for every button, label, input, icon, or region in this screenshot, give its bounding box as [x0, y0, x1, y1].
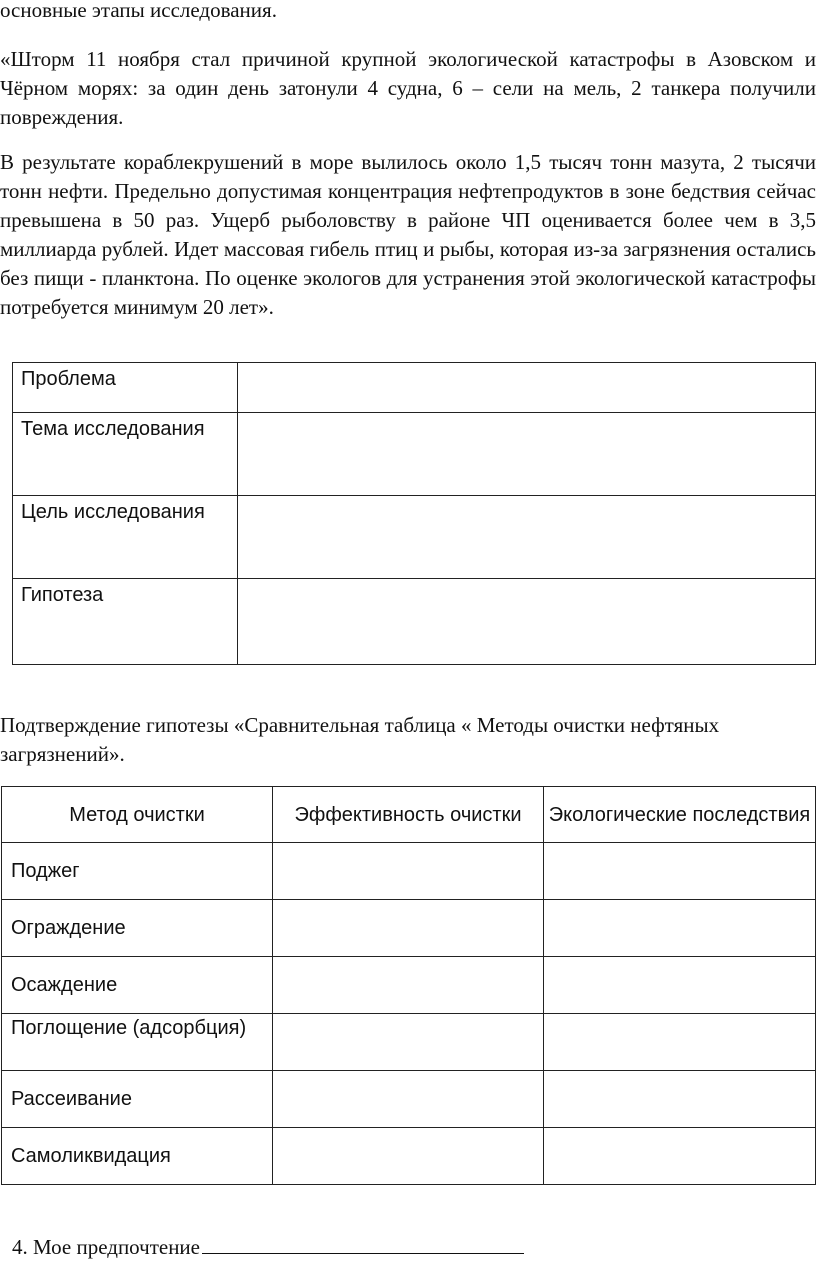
header-efficiency: Эффективность очистки — [273, 787, 544, 843]
table-row — [2, 957, 816, 1014]
table-row — [2, 1014, 816, 1071]
confirmation-caption: Подтверждение гипотезы «Сравнительная таблица « Методы очистки нефтяных загрязнений». — [0, 713, 720, 766]
efficiency-cell[interactable] — [273, 1128, 544, 1185]
method-name: Самоликвидация — [2, 1128, 273, 1185]
method-name: Рассеивание — [2, 1071, 273, 1128]
research-row-goal — [13, 496, 816, 579]
research-row-hypothesis — [13, 579, 816, 665]
consequences-cell[interactable] — [544, 900, 816, 957]
research-table — [12, 362, 816, 665]
research-answer-hypothesis[interactable] — [238, 579, 816, 665]
story-paragraph-2: В результате кораблекрушений в море вылилось около 1,5 тысяч тонн мазута, 2 тысячи тонн нефти. Предельно допустимая концентрация нефтепродуктов в зоне бедствия сейчас превышена в 50 раз. Ущерб рыболовству в районе ЧП оценивается более чем в 3,5 миллиарда рублей. Идет массовая гибель птиц и рыбы, которая из-за загрязнения остались без пищи - планктона. По оценке экологов для устранения этой экологической катастрофы потребуется минимум 20 лет». — [0, 150, 816, 319]
preference-line — [12, 1233, 712, 1262]
consequences-cell[interactable] — [544, 1071, 816, 1128]
research-label-hypothesis: Гипотеза — [13, 579, 238, 665]
preference-answer-line[interactable] — [202, 1235, 524, 1254]
header-consequences: Экологические последствия — [544, 787, 816, 843]
research-answer-problem[interactable] — [238, 363, 816, 413]
efficiency-cell[interactable] — [273, 900, 544, 957]
method-name: Ограждение — [2, 900, 273, 957]
consequences-cell[interactable] — [544, 957, 816, 1014]
consequences-cell[interactable] — [544, 1014, 816, 1071]
consequences-cell[interactable] — [544, 843, 816, 900]
research-answer-goal[interactable] — [238, 496, 816, 579]
header-method: Метод очистки — [2, 787, 273, 843]
table-row — [2, 843, 816, 900]
methods-header-row — [2, 787, 816, 843]
efficiency-cell[interactable] — [273, 1014, 544, 1071]
research-row-problem — [13, 363, 816, 413]
preference-label: 4. Мое предпочтение — [12, 1235, 200, 1259]
method-name: Поджег — [2, 843, 273, 900]
method-name: Поглощение (адсорбция) — [2, 1014, 273, 1071]
table-row — [2, 1128, 816, 1185]
efficiency-cell[interactable] — [273, 957, 544, 1014]
research-answer-topic[interactable] — [238, 413, 816, 496]
research-label-topic: Тема исследования — [13, 413, 238, 496]
table-row — [2, 1071, 816, 1128]
research-label-goal: Цель исследования — [13, 496, 238, 579]
method-name: Осаждение — [2, 957, 273, 1014]
research-row-topic — [13, 413, 816, 496]
story-paragraph-1: «Шторм 11 ноября стал причиной крупной экологической катастрофы в Азовском и Чёрном морях: за один день затонули 4 судна, 6 – сели на мель, 2 танкера получили повреждения. — [0, 47, 816, 129]
methods-table — [1, 786, 816, 1185]
efficiency-cell[interactable] — [273, 1071, 544, 1128]
research-label-problem: Проблема — [13, 363, 238, 413]
intro-line: основные этапы исследования. — [0, 0, 277, 22]
efficiency-cell[interactable] — [273, 843, 544, 900]
consequences-cell[interactable] — [544, 1128, 816, 1185]
table-row — [2, 900, 816, 957]
